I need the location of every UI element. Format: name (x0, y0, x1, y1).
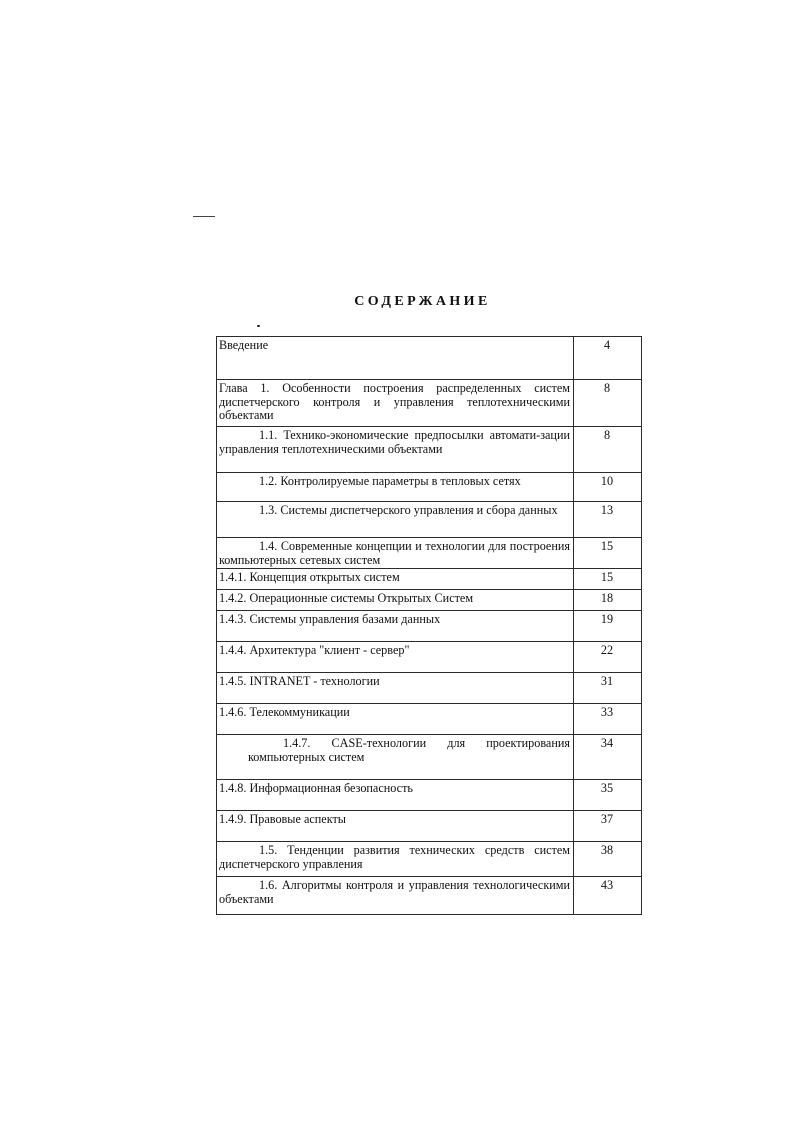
toc-entry-title: 1.4.9. Правовые аспекты (217, 811, 574, 842)
toc-entry-page: 15 (574, 538, 642, 569)
toc-row (217, 842, 642, 877)
toc-row (217, 337, 642, 380)
toc-entry-title: 1.3. Системы диспетчерского управления и сбора данных (217, 502, 574, 538)
toc-entry-page: 13 (574, 502, 642, 538)
toc-entry-title: Глава 1. Особенности построения распределенных систем диспетчерского контроля и управления теплотехническими объектами (217, 380, 574, 427)
toc-row (217, 642, 642, 673)
toc-row (217, 704, 642, 735)
toc-row (217, 569, 642, 590)
table-of-contents (216, 336, 642, 915)
toc-entry-title: 1.5. Тенденции развития технических средств систем диспетчерского управления (217, 842, 574, 877)
toc-entry-page: 22 (574, 642, 642, 673)
toc-row (217, 673, 642, 704)
toc-entry-title: 1.4.2. Операционные системы Открытых Систем (217, 590, 574, 611)
toc-entry-page: 43 (574, 877, 642, 915)
toc-entry-title: 1.4.3. Системы управления базами данных (217, 611, 574, 642)
toc-row (217, 590, 642, 611)
toc-row (217, 473, 642, 502)
toc-row (217, 780, 642, 811)
toc-entry-title: 1.4.8. Информационная безопасность (217, 780, 574, 811)
page-title: СОДЕРЖАНИЕ (354, 294, 491, 309)
toc-entry-page: 35 (574, 780, 642, 811)
toc-entry-page: 8 (574, 380, 642, 427)
toc-entry-title: 1.4.1. Концепция открытых систем (217, 569, 574, 590)
toc-entry-title: 1.4. Современные концепции и технологии для построения компьютерных сетевых систем (217, 538, 574, 569)
toc-entry-page: 34 (574, 735, 642, 780)
scan-artifact-speck (257, 325, 260, 327)
toc-entry-page: 19 (574, 611, 642, 642)
toc-entry-page: 38 (574, 842, 642, 877)
toc-row (217, 611, 642, 642)
toc-entry-page: 8 (574, 427, 642, 473)
toc-row (217, 502, 642, 538)
toc-entry-title: 1.4.4. Архитектура "клиент - сервер" (217, 642, 574, 673)
toc-entry-title: 1.2. Контролируемые параметры в тепловых сетях (217, 473, 574, 502)
toc-row (217, 380, 642, 427)
toc-row (217, 735, 642, 780)
toc-entry-page: 10 (574, 473, 642, 502)
toc-entry-page: 18 (574, 590, 642, 611)
scan-artifact-line (193, 216, 215, 217)
toc-row (217, 877, 642, 915)
toc-row (217, 427, 642, 473)
toc-entry-title: 1.1. Технико-экономические предпосылки автомати-зации управления теплотехническими объектами (217, 427, 574, 473)
toc-entry-title: 1.4.6. Телекоммуникации (217, 704, 574, 735)
toc-entry-page: 33 (574, 704, 642, 735)
toc-entry-title: 1.4.5. INTRANET - технологии (217, 673, 574, 704)
toc-row (217, 811, 642, 842)
toc-row (217, 538, 642, 569)
toc-entry-page: 31 (574, 673, 642, 704)
toc-entry-page: 15 (574, 569, 642, 590)
toc-entry-title: 1.4.7. CASE-технологии для проектирования компьютерных систем (217, 735, 574, 780)
toc-entry-page: 37 (574, 811, 642, 842)
toc-entry-page: 4 (574, 337, 642, 380)
toc-entry-title: 1.6. Алгоритмы контроля и управления технологическими объектами (217, 877, 574, 915)
toc-entry-title: Введение (217, 337, 574, 380)
